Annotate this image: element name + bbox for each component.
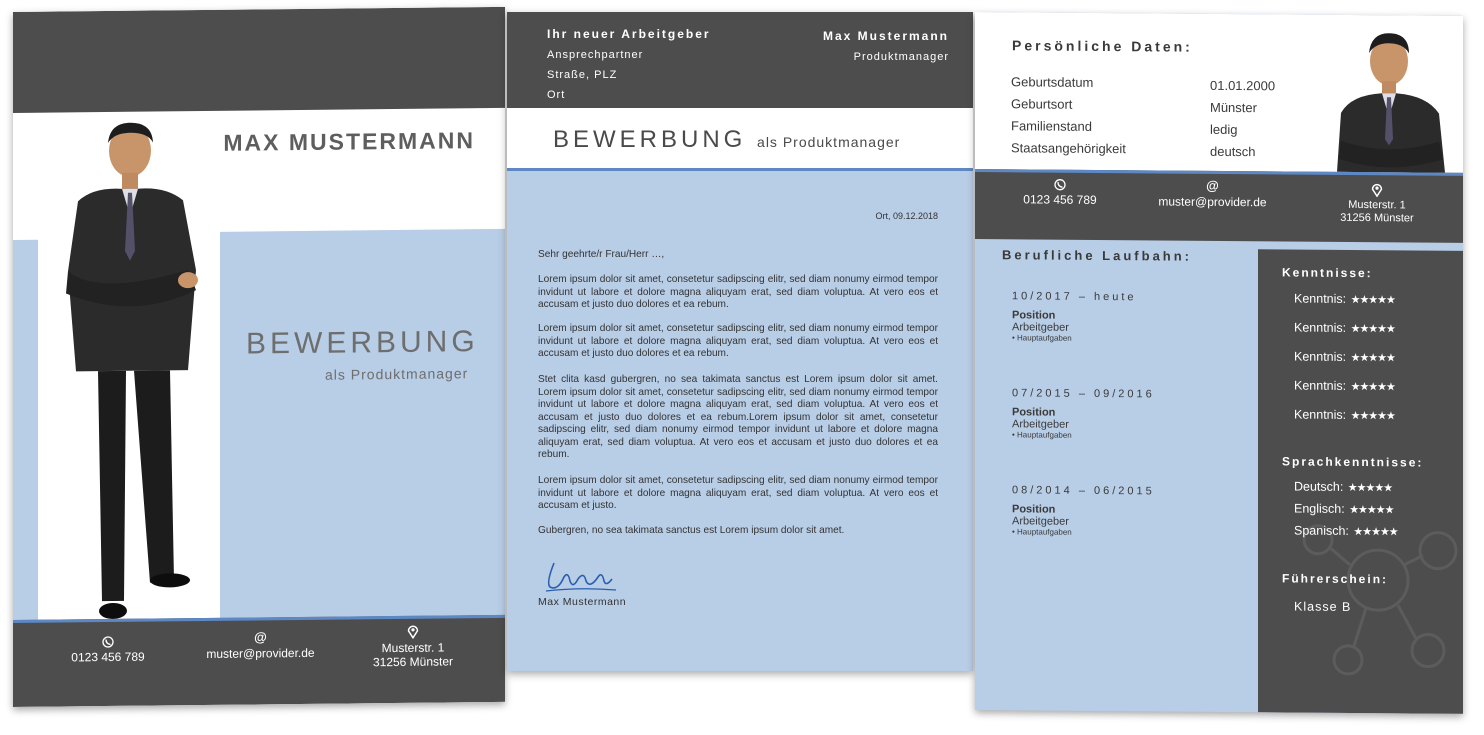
personal-title: Persönliche Daten: bbox=[1012, 37, 1193, 55]
at-icon: @ bbox=[254, 629, 267, 645]
star-rating-icon: ★★★★★ bbox=[1350, 351, 1395, 365]
signature bbox=[540, 557, 620, 597]
language-label: Deutsch: bbox=[1294, 479, 1344, 494]
star-rating-icon: ★★★★★ bbox=[1350, 380, 1395, 394]
cover-city: 31256 Münster bbox=[372, 654, 454, 670]
personal-label: Geburtsdatum bbox=[1011, 74, 1094, 90]
letter-title-main: BEWERBUNG bbox=[553, 126, 747, 153]
career-entry: 07/2015 – 09/2016 Position Arbeitgeber • Hauptaufgaben bbox=[1012, 387, 1155, 440]
language-label: Spanisch: bbox=[1294, 523, 1349, 538]
cv-email-text: muster@provider.de bbox=[1158, 194, 1267, 210]
signature-name: Max Mustermann bbox=[538, 596, 627, 608]
career-title: Berufliche Laufbahn: bbox=[1002, 247, 1193, 264]
star-rating-icon: ★★★★★ bbox=[1349, 503, 1394, 517]
career-employer: Arbeitgeber bbox=[1012, 321, 1069, 334]
star-rating-icon: ★★★★★ bbox=[1350, 293, 1395, 307]
letter-paragraph: Stet clita kasd gubergren, no sea takimata sanctus est Lorem ipsum dolor sit amet. Lorem ipsum dolor sit amet, consetetur sadipscing elitr, sed diam nonumy eirmod tempor invidunt ut labore et dolore magna aliquyam erat, sed diam voluptua. At vero eos et accusam et justo duo dolores et ea rebum.Lorem ipsum dolor sit amet, consetetur sadipscing elitr, sed diam nonumy eirmod tempor invidunt ut labore et dolore magna aliquyam erat, sed diam voluptua. At vero eos et accusam et justo duo dolores et ea rebum. bbox=[538, 374, 938, 460]
career-date: 07/2015 – 09/2016 bbox=[1012, 387, 1155, 401]
cover-phone-text: 0123 456 789 bbox=[71, 649, 145, 665]
personal-value: deutsch bbox=[1210, 143, 1256, 160]
star-rating-icon: ★★★★★ bbox=[1353, 525, 1398, 539]
skill-label: Kenntnis: bbox=[1294, 349, 1347, 364]
letter-header-bar bbox=[507, 12, 973, 108]
recipient-line: Ort bbox=[547, 89, 566, 101]
cv-address bbox=[1327, 183, 1427, 226]
sender-block bbox=[823, 26, 949, 67]
location-pin-icon bbox=[1371, 183, 1383, 197]
career-position: Position bbox=[1012, 406, 1056, 419]
license-title: Führerschein: bbox=[1282, 571, 1389, 587]
letter-title-sub: als Produktmanager bbox=[757, 134, 901, 150]
at-icon: @ bbox=[1206, 177, 1219, 193]
letter-page bbox=[507, 12, 973, 671]
portrait-photo bbox=[1327, 29, 1452, 173]
cover-subtitle: als Produktmanager bbox=[325, 365, 469, 383]
cover-email-text: muster@provider.de bbox=[206, 645, 315, 661]
person-photo bbox=[38, 120, 220, 622]
career-task: Hauptaufgaben bbox=[1017, 527, 1072, 537]
recipient-title: Ihr neuer Arbeitgeber bbox=[547, 27, 711, 41]
cv-sidebar bbox=[1258, 249, 1463, 714]
cover-street: Musterstr. 1 bbox=[381, 640, 445, 656]
skill-label: Kenntnis: bbox=[1294, 291, 1347, 306]
cover-left-strip bbox=[13, 240, 38, 620]
cover-title: BEWERBUNG bbox=[246, 325, 479, 361]
personal-values bbox=[1210, 75, 1275, 164]
personal-value: ledig bbox=[1210, 121, 1238, 138]
personal-labels bbox=[1011, 71, 1126, 160]
personal-label: Familienstand bbox=[1011, 118, 1092, 134]
personal-value: Münster bbox=[1210, 99, 1257, 116]
letter-title bbox=[553, 126, 900, 154]
phone-icon bbox=[102, 636, 114, 648]
career-position: Position bbox=[1012, 503, 1056, 516]
license-value: Klasse B bbox=[1294, 599, 1352, 614]
career-entry: 08/2014 – 06/2015 Position Arbeitgeber • Hauptaufgaben bbox=[1012, 484, 1155, 537]
cv-page bbox=[975, 12, 1463, 714]
personal-value: 01.01.2000 bbox=[1210, 77, 1276, 94]
letter-paragraph: Lorem ipsum dolor sit amet, consetetur sadipscing elitr, sed diam nonumy eirmod tempor invidunt ut labore et dolore magna aliquyam erat, sed diam voluptua. At vero eos et accusam et justo. bbox=[538, 475, 938, 511]
cover-phone bbox=[63, 636, 153, 665]
skill-label: Kenntnis: bbox=[1294, 407, 1347, 422]
cv-city: 31256 Münster bbox=[1340, 211, 1414, 225]
cover-email bbox=[198, 630, 323, 661]
skill-label: Kenntnis: bbox=[1294, 320, 1347, 335]
personal-label: Geburtsort bbox=[1011, 96, 1073, 112]
cover-title-box bbox=[220, 229, 505, 618]
cover-header-bar bbox=[13, 7, 505, 113]
cv-phone-text: 0123 456 789 bbox=[1023, 192, 1097, 207]
career-employer: Arbeitgeber bbox=[1012, 418, 1069, 431]
sender-role: Produktmanager bbox=[853, 51, 949, 63]
career-entry: 10/2017 – heute Position Arbeitgeber • Hauptaufgaben bbox=[1012, 290, 1137, 343]
sender-name: Max Mustermann bbox=[822, 29, 949, 43]
cover-page bbox=[13, 7, 505, 707]
languages-title: Sprachkenntnisse: bbox=[1282, 454, 1424, 470]
cv-contact-bar bbox=[975, 169, 1463, 243]
letter-paragraph: Lorem ipsum dolor sit amet, consetetur sadipscing elitr, sed diam nonumy eirmod tempor invidunt ut labore et dolore magna aliquyam erat, sed diam voluptua. At vero eos et accusam et justo duo dolores et ea rebum. bbox=[538, 323, 938, 359]
cv-street: Musterstr. 1 bbox=[1348, 198, 1406, 212]
star-rating-icon: ★★★★★ bbox=[1350, 322, 1395, 336]
star-rating-icon: ★★★★★ bbox=[1347, 481, 1393, 495]
skill-label: Kenntnis: bbox=[1294, 378, 1347, 393]
cv-phone bbox=[1015, 178, 1105, 207]
letter-paragraph: Lorem ipsum dolor sit amet, consetetur sadipscing elitr, sed diam nonumy eirmod tempor invidunt ut labore et dolore magna aliquyam erat, sed diam voluptua. At vero eos et accusam et justo duo dolores et ea rebum. bbox=[538, 274, 938, 310]
personal-label: Staatsangehörigkeit bbox=[1011, 140, 1126, 157]
skills-title: Kenntnisse: bbox=[1282, 265, 1373, 281]
letter-date: Ort, 09.12.2018 bbox=[875, 211, 938, 221]
career-task: Hauptaufgaben bbox=[1017, 430, 1072, 440]
languages-list bbox=[1294, 478, 1398, 545]
language-label: Englisch: bbox=[1294, 501, 1345, 516]
recipient-line: Straße, PLZ bbox=[547, 69, 618, 81]
cover-footer bbox=[13, 615, 505, 707]
letter-salutation: Sehr geehrte/r Frau/Herr …, bbox=[538, 249, 665, 260]
career-position: Position bbox=[1012, 309, 1056, 322]
letter-paragraph: Gubergren, no sea takimata sanctus est Lorem ipsum dolor sit amet. bbox=[538, 525, 845, 536]
location-pin-icon bbox=[407, 625, 419, 639]
star-rating-icon: ★★★★★ bbox=[1350, 409, 1395, 423]
recipient-line: Ansprechpartner bbox=[547, 49, 644, 61]
career-date: 10/2017 – heute bbox=[1012, 290, 1137, 304]
phone-icon bbox=[1054, 179, 1066, 191]
career-date: 08/2014 – 06/2015 bbox=[1012, 484, 1155, 498]
recipient-block bbox=[547, 24, 711, 105]
cover-name: MAX MUSTERMANN bbox=[223, 127, 475, 156]
cover-address bbox=[363, 624, 463, 669]
career-task: Hauptaufgaben bbox=[1017, 333, 1072, 343]
career-employer: Arbeitgeber bbox=[1012, 515, 1069, 528]
skills-list bbox=[1294, 290, 1395, 436]
cv-email bbox=[1150, 178, 1275, 209]
